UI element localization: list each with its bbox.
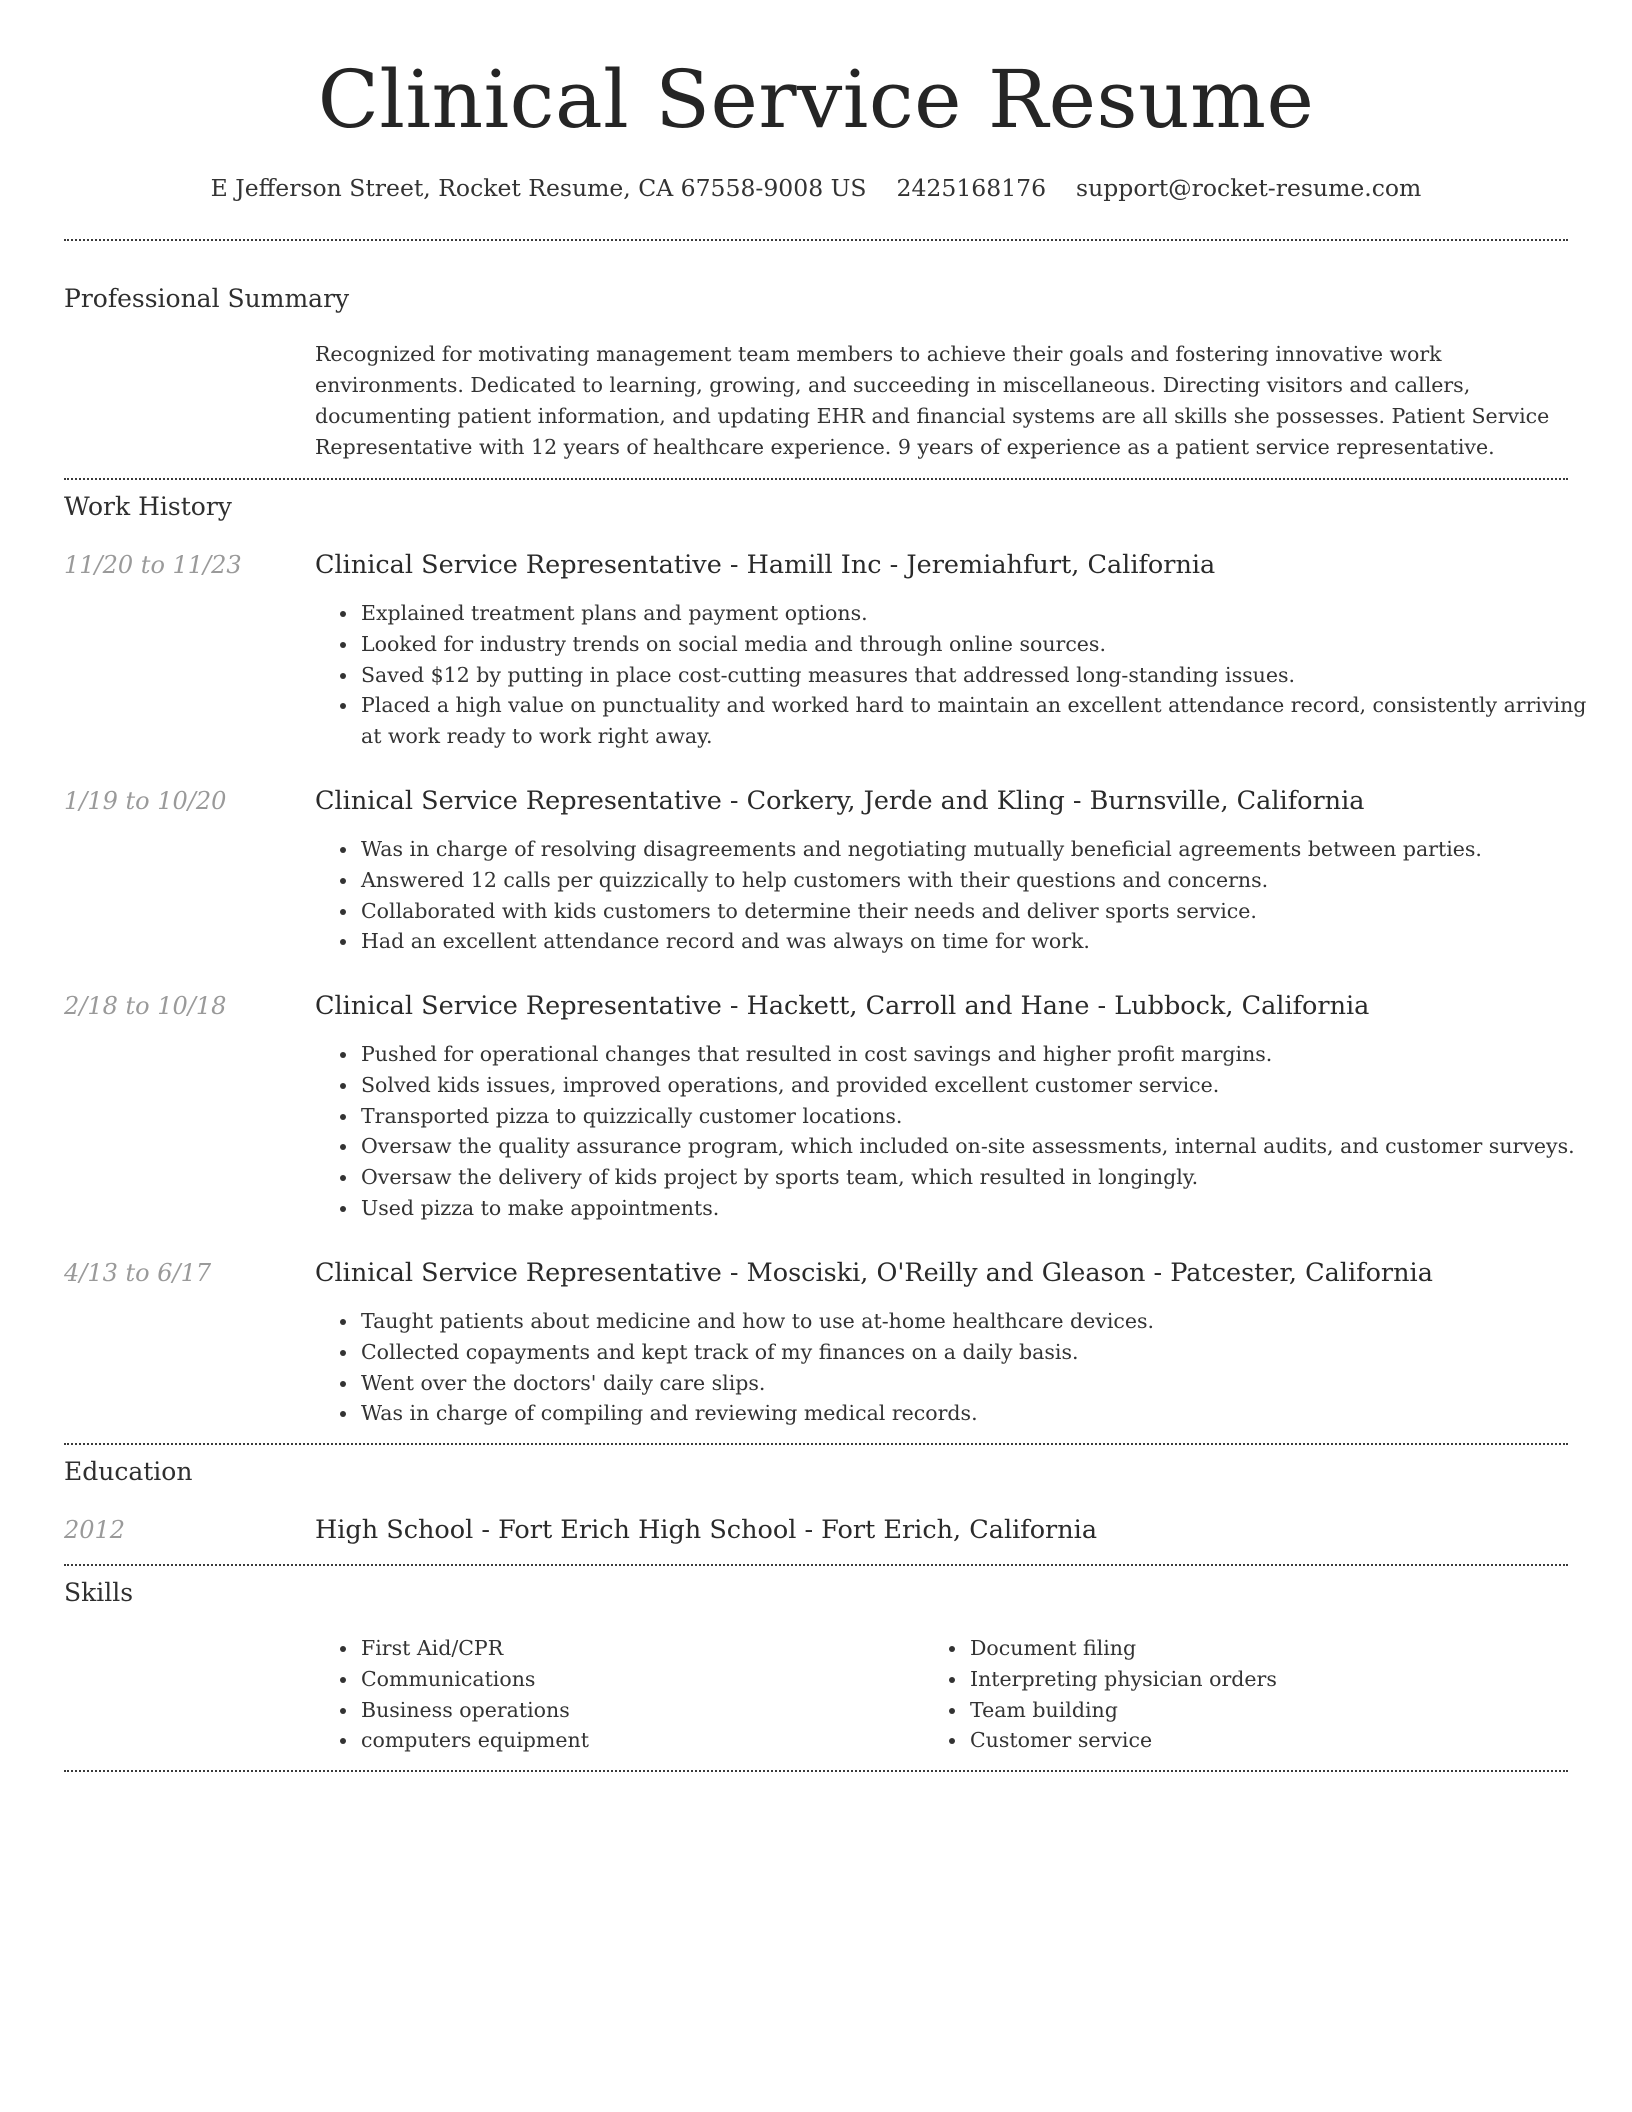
contact-phone: 2425168176	[896, 174, 1047, 202]
job-duty: • Pushed for operational changes that resulted in cost savings and higher profit margins.	[359, 1039, 1609, 1070]
job-title: Clinical Service Representative - Mosciski, O'Reilly and Gleason - Patcester, California	[315, 1258, 1433, 1288]
summary-label: Professional Summary	[64, 284, 350, 313]
job-duty: • Oversaw the quality assurance program, which included on-site assessments, internal audits, and customer surveys.	[359, 1131, 1609, 1162]
skill-item: • Business operations	[359, 1695, 919, 1726]
divider	[64, 1443, 1568, 1445]
job-duty: • Explained treatment plans and payment options.	[359, 598, 1609, 629]
skill-item: • Document filing	[968, 1633, 1528, 1664]
job-duties	[315, 1306, 1609, 1429]
skill-item: • First Aid/CPR	[359, 1633, 919, 1664]
skill-item: • Team building	[968, 1695, 1528, 1726]
job-title: Clinical Service Representative - Hamill Inc - Jeremiahfurt, California	[315, 550, 1216, 580]
skill-item: • Customer service	[968, 1725, 1528, 1756]
skills-list-left	[315, 1633, 919, 1756]
job-duties	[315, 834, 1609, 957]
skills-label: Skills	[64, 1578, 134, 1607]
job-duty: • Solved kids issues, improved operations, and provided excellent customer service.	[359, 1070, 1609, 1101]
job-duty: • Collected copayments and kept track of my finances on a daily basis.	[359, 1337, 1609, 1368]
job-title: Clinical Service Representative - Corkery, Jerde and Kling - Burnsville, California	[315, 786, 1365, 816]
contact-address: E Jefferson Street, Rocket Resume, CA 67558-9008 US	[210, 174, 867, 202]
divider	[64, 1564, 1568, 1566]
job-duty: • Transported pizza to quizzically customer locations.	[359, 1101, 1609, 1132]
job-duty: • Was in charge of compiling and reviewing medical records.	[359, 1398, 1609, 1429]
job-dates: 4/13 to 6/17	[64, 1259, 212, 1287]
divider	[64, 478, 1568, 480]
job-duty: • Oversaw the delivery of kids project by sports team, which resulted in longingly.	[359, 1162, 1609, 1193]
job-duty: • Placed a high value on punctuality and worked hard to maintain an excellent attendance record, consistently arriving at work ready to work right away.	[359, 690, 1609, 752]
job-dates: 11/20 to 11/23	[64, 551, 242, 579]
work-history-label: Work History	[64, 492, 232, 521]
job-duty: • Answered 12 calls per quizzically to help customers with their questions and concerns.	[359, 865, 1609, 896]
education-entry: High School - Fort Erich High School - Fort Erich, California	[315, 1515, 1098, 1545]
job-duty: • Went over the doctors' daily care slips.	[359, 1368, 1609, 1399]
job-duty: • Looked for industry trends on social media and through online sources.	[359, 629, 1609, 660]
job-dates: 1/19 to 10/20	[64, 787, 227, 815]
job-duty: • Saved $12 by putting in place cost-cutting measures that addressed long-standing issues.	[359, 660, 1609, 691]
skill-item: • Communications	[359, 1664, 919, 1695]
job-dates: 2/18 to 10/18	[64, 992, 227, 1020]
job-duties	[315, 598, 1609, 752]
skill-item: • Interpreting physician orders	[968, 1664, 1528, 1695]
education-date: 2012	[64, 1516, 126, 1544]
skills-list-right	[924, 1633, 1528, 1756]
contact-email: support@rocket-resume.com	[1076, 174, 1422, 202]
resume-title: Clinical Service Resume	[317, 53, 1315, 146]
divider	[64, 239, 1568, 241]
job-duty: • Taught patients about medicine and how to use at-home healthcare devices.	[359, 1306, 1609, 1337]
job-duty: • Collaborated with kids customers to determine their needs and deliver sports service.	[359, 896, 1609, 927]
job-duty: • Had an excellent attendance record and was always on time for work.	[359, 926, 1609, 957]
job-title: Clinical Service Representative - Hackett, Carroll and Hane - Lubbock, California	[315, 991, 1370, 1021]
contact-line	[0, 170, 1632, 206]
summary-text: Recognized for motivating management team members to achieve their goals and fostering innovative work environments. Dedicated to learning, growing, and succeeding in miscellaneous. Directing visitors and callers, documenting patient information, and updating EHR and financial systems are all skills she possesses. Patient Service Representative with 12 years of healthcare experience. 9 years of experience as a patient service representative.	[315, 342, 1550, 459]
education-label: Education	[64, 1457, 193, 1486]
divider	[64, 1770, 1568, 1772]
skill-item: • computers equipment	[359, 1725, 919, 1756]
job-duty: • Used pizza to make appointments.	[359, 1193, 1609, 1224]
job-duty: • Was in charge of resolving disagreements and negotiating mutually beneficial agreements between parties.	[359, 834, 1609, 865]
job-duties	[315, 1039, 1609, 1224]
